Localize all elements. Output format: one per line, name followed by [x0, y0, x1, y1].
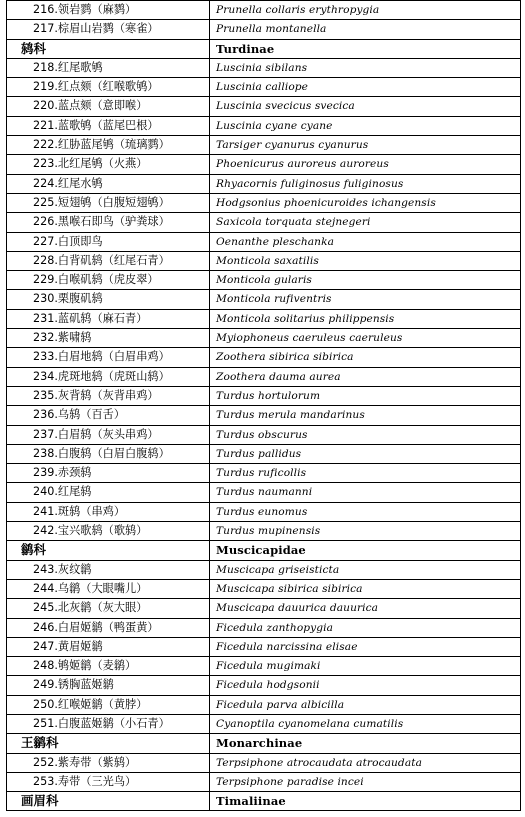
species-row — [7, 20, 521, 39]
species-row — [7, 406, 521, 425]
species-chinese-name: 248.鸲姬鹟（麦鹟） — [7, 657, 210, 676]
species-row — [7, 78, 521, 97]
species-row — [7, 695, 521, 714]
species-row — [7, 271, 521, 290]
species-latin-name: Monticola gularis — [210, 271, 521, 290]
species-latin-name: Saxicola torquata stejnegeri — [210, 213, 521, 232]
species-table-body — [7, 1, 521, 811]
species-latin-name: Terpsiphone atrocaudata atrocaudata — [210, 753, 521, 772]
species-table — [6, 0, 521, 811]
species-row — [7, 753, 521, 772]
species-latin-name: Muscicapa griseisticta — [210, 560, 521, 579]
species-latin-name: Turdus merula mandarinus — [210, 406, 521, 425]
species-chinese-name: 231.蓝矶鸫（麻石青） — [7, 309, 210, 328]
species-row — [7, 618, 521, 637]
family-header-row — [7, 792, 521, 811]
species-chinese-name: 233.白眉地鸫（白眉串鸡） — [7, 348, 210, 367]
species-row — [7, 367, 521, 386]
species-latin-name: Luscinia sibilans — [210, 58, 521, 77]
species-chinese-name: 219.红点颏（红喉歌鸲） — [7, 78, 210, 97]
species-row — [7, 579, 521, 598]
family-header-row — [7, 734, 521, 753]
species-row — [7, 464, 521, 483]
family-chinese-name: 画眉科 — [7, 792, 210, 811]
species-list-document — [6, 0, 520, 811]
species-row — [7, 522, 521, 541]
family-latin-name: Turdinae — [210, 39, 521, 58]
species-chinese-name: 241.斑鸫（串鸡） — [7, 502, 210, 521]
species-latin-name: Muscicapa dauurica dauurica — [210, 599, 521, 618]
species-chinese-name: 250.红喉姬鹟（黄脖） — [7, 695, 210, 714]
species-chinese-name: 225.短翅鸲（白腹短翅鸲） — [7, 193, 210, 212]
species-row — [7, 348, 521, 367]
species-chinese-name: 236.乌鸫（百舌） — [7, 406, 210, 425]
species-latin-name: Turdus ruficollis — [210, 464, 521, 483]
species-row — [7, 155, 521, 174]
species-row — [7, 251, 521, 270]
species-latin-name: Turdus naumanni — [210, 483, 521, 502]
species-row — [7, 329, 521, 348]
species-row — [7, 599, 521, 618]
species-chinese-name: 239.赤颈鸫 — [7, 464, 210, 483]
species-latin-name: Ficedula parva albicilla — [210, 695, 521, 714]
species-latin-name: Monticola solitarius philippensis — [210, 309, 521, 328]
species-latin-name: Turdus mupinensis — [210, 522, 521, 541]
species-chinese-name: 253.寿带（三光鸟） — [7, 772, 210, 791]
species-chinese-name: 229.白喉矶鸫（虎皮翠） — [7, 271, 210, 290]
species-chinese-name: 246.白眉姬鹟（鸭蛋黄） — [7, 618, 210, 637]
species-chinese-name: 251.白腹蓝姬鹟（小石青） — [7, 714, 210, 733]
species-chinese-name: 242.宝兴歌鸫（歌鸫） — [7, 522, 210, 541]
species-row — [7, 232, 521, 251]
species-row — [7, 637, 521, 656]
species-chinese-name: 220.蓝点颏（意即喉） — [7, 97, 210, 116]
species-row — [7, 714, 521, 733]
species-latin-name: Phoenicurus auroreus auroreus — [210, 155, 521, 174]
species-latin-name: Zoothera dauma aurea — [210, 367, 521, 386]
species-chinese-name: 252.紫寿带（紫鸫） — [7, 753, 210, 772]
species-row — [7, 58, 521, 77]
species-latin-name: Terpsiphone paradise incei — [210, 772, 521, 791]
species-chinese-name: 223.北红尾鸲（火燕） — [7, 155, 210, 174]
species-chinese-name: 222.红胁蓝尾鸲（琉璃鹨） — [7, 136, 210, 155]
species-chinese-name: 218.红尾歌鸲 — [7, 58, 210, 77]
species-chinese-name: 226.黑喉石即鸟（驴粪球） — [7, 213, 210, 232]
species-latin-name: Cyanoptila cyanomelana cumatilis — [210, 714, 521, 733]
species-row — [7, 502, 521, 521]
species-latin-name: Luscinia cyane cyane — [210, 116, 521, 135]
family-chinese-name: 鹟科 — [7, 541, 210, 560]
species-latin-name: Turdus eunomus — [210, 502, 521, 521]
species-chinese-name: 247.黄眉姬鹟 — [7, 637, 210, 656]
species-chinese-name: 217.棕眉山岩鹨（寒雀） — [7, 20, 210, 39]
species-latin-name: Turdus obscurus — [210, 425, 521, 444]
species-latin-name: Ficedula hodgsonii — [210, 676, 521, 695]
species-row — [7, 560, 521, 579]
species-row — [7, 386, 521, 405]
species-chinese-name: 227.白顶即鸟 — [7, 232, 210, 251]
species-chinese-name: 232.紫啸鸫 — [7, 329, 210, 348]
species-latin-name: Ficedula mugimaki — [210, 657, 521, 676]
species-latin-name: Muscicapa sibirica sibirica — [210, 579, 521, 598]
species-row — [7, 116, 521, 135]
species-latin-name: Oenanthe pleschanka — [210, 232, 521, 251]
species-row — [7, 676, 521, 695]
species-chinese-name: 249.锈胸蓝姬鹟 — [7, 676, 210, 695]
species-latin-name: Prunella montanella — [210, 20, 521, 39]
species-row — [7, 483, 521, 502]
species-row — [7, 425, 521, 444]
species-row — [7, 193, 521, 212]
species-row — [7, 309, 521, 328]
family-chinese-name: 鸫科 — [7, 39, 210, 58]
species-row — [7, 290, 521, 309]
species-latin-name: Turdus pallidus — [210, 444, 521, 463]
species-chinese-name: 216.领岩鹨（麻鹨） — [7, 1, 210, 20]
species-chinese-name: 228.白背矶鸫（红尾石青） — [7, 251, 210, 270]
species-chinese-name: 230.栗腹矶鸫 — [7, 290, 210, 309]
family-latin-name: Monarchinae — [210, 734, 521, 753]
species-latin-name: Hodgsonius phoenicuroides ichangensis — [210, 193, 521, 212]
species-latin-name: Zoothera sibirica sibirica — [210, 348, 521, 367]
species-row — [7, 657, 521, 676]
species-chinese-name: 240.红尾鸫 — [7, 483, 210, 502]
species-chinese-name: 238.白腹鸫（白眉白腹鸫） — [7, 444, 210, 463]
species-latin-name: Monticola rufiventris — [210, 290, 521, 309]
species-latin-name: Tarsiger cyanurus cyanurus — [210, 136, 521, 155]
species-row — [7, 1, 521, 20]
family-chinese-name: 王鹟科 — [7, 734, 210, 753]
species-chinese-name: 224.红尾水鸲 — [7, 174, 210, 193]
family-header-row — [7, 39, 521, 58]
species-latin-name: Luscinia calliope — [210, 78, 521, 97]
species-latin-name: Turdus hortulorum — [210, 386, 521, 405]
species-chinese-name: 245.北灰鹟（灰大眼） — [7, 599, 210, 618]
species-latin-name: Ficedula narcissina elisae — [210, 637, 521, 656]
species-latin-name: Myiophoneus caeruleus caeruleus — [210, 329, 521, 348]
species-latin-name: Prunella collaris erythropygia — [210, 1, 521, 20]
species-latin-name: Rhyacornis fuliginosus fuliginosus — [210, 174, 521, 193]
species-chinese-name: 221.蓝歌鸲（蓝尾巴根） — [7, 116, 210, 135]
species-latin-name: Monticola saxatilis — [210, 251, 521, 270]
species-row — [7, 213, 521, 232]
species-row — [7, 97, 521, 116]
species-latin-name: Ficedula zanthopygia — [210, 618, 521, 637]
species-row — [7, 444, 521, 463]
species-row — [7, 136, 521, 155]
species-latin-name: Luscinia svecicus svecica — [210, 97, 521, 116]
species-row — [7, 772, 521, 791]
species-row — [7, 174, 521, 193]
species-chinese-name: 244.乌鹟（大眼嘴儿） — [7, 579, 210, 598]
species-chinese-name: 234.虎斑地鸫（虎斑山鸫） — [7, 367, 210, 386]
family-latin-name: Timaliinae — [210, 792, 521, 811]
family-header-row — [7, 541, 521, 560]
species-chinese-name: 235.灰背鸫（灰背串鸡） — [7, 386, 210, 405]
species-chinese-name: 243.灰纹鹟 — [7, 560, 210, 579]
family-latin-name: Muscicapidae — [210, 541, 521, 560]
species-chinese-name: 237.白眉鸫（灰头串鸡） — [7, 425, 210, 444]
